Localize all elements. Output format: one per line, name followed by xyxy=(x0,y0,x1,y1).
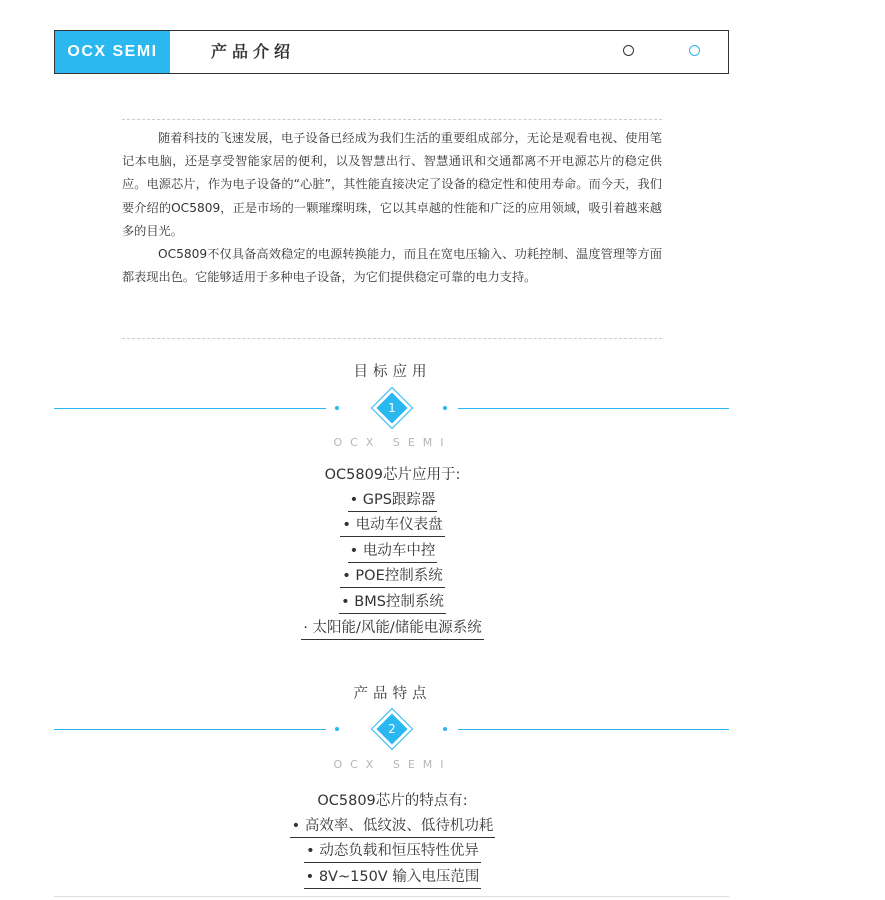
section-number: 2 xyxy=(388,722,396,736)
divider-dot-icon xyxy=(443,406,447,410)
list-item-text: • 8V~150V 输入电压范围 xyxy=(304,867,482,889)
list-item xyxy=(0,815,785,841)
circle-accent-icon xyxy=(689,45,700,56)
list-item-text: • 动态负载和恒压特性优异 xyxy=(304,841,481,863)
section-divider-right xyxy=(458,729,729,730)
brand-label: OCX SEMI xyxy=(55,31,170,73)
list-item xyxy=(0,840,785,866)
list-item-text: • POE控制系统 xyxy=(340,566,444,588)
applications-list xyxy=(0,463,785,642)
list-item xyxy=(0,540,785,566)
section-divider-right xyxy=(458,408,729,409)
header-bar xyxy=(54,30,729,74)
intro-paragraph-1: 随着科技的飞速发展，电子设备已经成为我们生活的重要组成部分，无论是观看电视、使用笔记本电脑，还是享受智能家居的便利，以及智慧出行、智慧通讯和交通都离不开电源芯片的稳定供应。电源芯片，作为电子设备的“心脏”，其性能直接决定了设备的稳定性和使用寿命。而今天，我们要介绍的OC5809，正是市场的一颗璀璨明珠，它以其卓越的性能和广泛的应用领域，吸引着越来越多的目光。 xyxy=(122,131,662,238)
section-number: 1 xyxy=(388,401,396,415)
list-item xyxy=(0,591,785,617)
page-title: 产品介绍 xyxy=(211,42,296,61)
features-list xyxy=(0,789,785,891)
bottom-divider xyxy=(54,896,729,897)
list-item-text: · 太阳能/风能/储能电源系统 xyxy=(301,618,484,640)
circle-icon xyxy=(623,45,634,56)
list-item xyxy=(0,514,785,540)
divider-dot-icon xyxy=(335,727,339,731)
list-item-text: • 电动车仪表盘 xyxy=(340,515,444,537)
list-item xyxy=(0,866,785,892)
section-title-applications: 目标应用 xyxy=(353,364,432,380)
section-divider-left xyxy=(54,729,326,730)
section-sub-brand: OCX SEMI xyxy=(333,758,452,771)
list-item-text: • 电动车中控 xyxy=(348,541,438,563)
list-item-text: • BMS控制系统 xyxy=(339,592,446,614)
list-item xyxy=(0,489,785,515)
list-item xyxy=(0,565,785,591)
intro-text xyxy=(122,127,662,289)
list-item xyxy=(0,617,785,643)
list-item-text: • 高效率、低纹波、低待机功耗 xyxy=(290,816,496,838)
section-divider-left xyxy=(54,408,326,409)
divider-dot-icon xyxy=(443,727,447,731)
list-item-text: • GPS跟踪器 xyxy=(348,490,438,512)
intro-paragraph-2: OC5809不仅具备高效稳定的电源转换能力，而且在宽电压输入、功耗控制、温度管理等方面都表现出色。它能够适用于多种电子设备，为它们提供稳定可靠的电力支持。 xyxy=(122,247,662,285)
list-intro: OC5809芯片应用于: xyxy=(324,467,461,483)
divider-dot-icon xyxy=(335,406,339,410)
section-title-features: 产品特点 xyxy=(353,686,432,702)
section-sub-brand: OCX SEMI xyxy=(333,436,452,449)
list-intro: OC5809芯片的特点有: xyxy=(317,793,468,809)
intro-top-divider xyxy=(122,119,662,120)
intro-bottom-divider xyxy=(122,338,662,339)
